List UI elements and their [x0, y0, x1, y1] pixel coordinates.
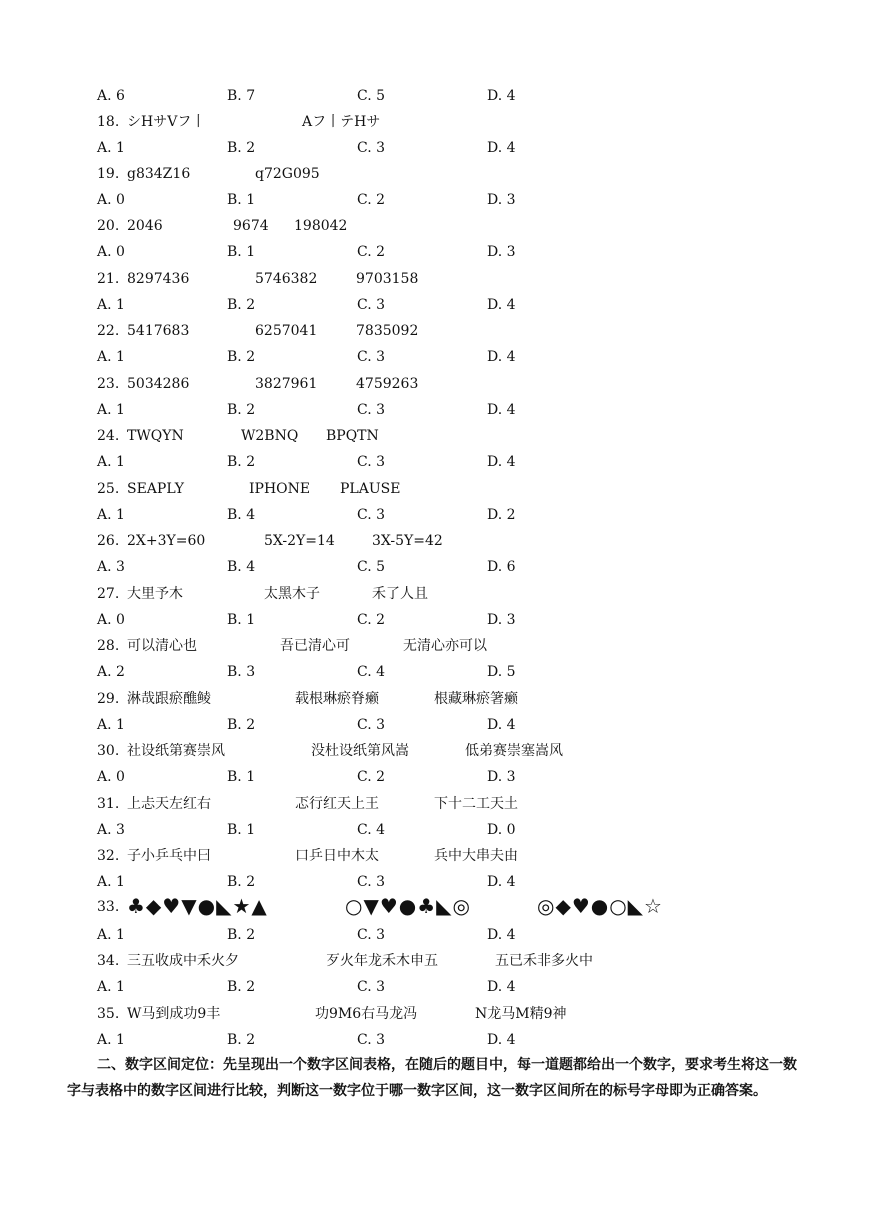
option-c: C. 2: [357, 192, 386, 208]
option-a: A. 1: [97, 507, 125, 523]
option-a: A. 1: [97, 402, 125, 418]
question-group-2: IPHONE: [249, 481, 311, 497]
option-c: C. 3: [357, 979, 386, 995]
question-group-3: 9703158: [356, 271, 419, 287]
option-b: B. 2: [227, 454, 256, 470]
question-number: 34.: [97, 953, 120, 969]
option-a: A. 1: [97, 140, 125, 156]
question-group-1: W马到成功9丰: [127, 1006, 221, 1022]
question-group-2: 忑行红天上王: [295, 796, 379, 812]
option-c: C. 3: [357, 717, 386, 733]
question-group-2: 5X-2Y=14: [264, 533, 335, 549]
option-b: B. 1: [227, 612, 256, 628]
question-group-3: ◎◆♥●○◣☆: [537, 894, 663, 918]
option-b: B. 4: [227, 559, 256, 575]
option-d: D. 3: [487, 769, 516, 785]
question-group-2: 6257041: [255, 323, 318, 339]
question-number: 23.: [97, 376, 120, 392]
question-group-1: 三五收成中禾火夕: [127, 953, 239, 969]
question-group-3: N龙马M精9神: [475, 1006, 567, 1022]
question-group-1: 子小乒乓中曰: [127, 848, 211, 864]
option-c: C. 3: [357, 140, 386, 156]
option-b: B. 1: [227, 822, 256, 838]
question-group-1: シHサVフ丨: [127, 114, 206, 130]
option-d: D. 4: [487, 454, 516, 470]
option-d: D. 4: [487, 717, 516, 733]
option-a: A. 0: [97, 244, 125, 260]
option-c: C. 3: [357, 507, 386, 523]
option-a: A. 1: [97, 1032, 125, 1048]
option-d: D. 4: [487, 88, 516, 104]
question-group-2: 功9M6右马龙冯: [315, 1006, 418, 1022]
question-group-2: 9674: [233, 218, 269, 234]
option-c: C. 3: [357, 349, 386, 365]
question-group-3: 无清心亦可以: [403, 638, 487, 654]
option-a: A. 0: [97, 769, 125, 785]
question-group-2: q72G095: [255, 166, 320, 182]
option-b: B. 2: [227, 402, 256, 418]
question-group-1: 2046: [127, 218, 163, 234]
option-d: D. 4: [487, 349, 516, 365]
option-c: C. 5: [357, 559, 386, 575]
option-b: B. 2: [227, 979, 256, 995]
option-c: C. 3: [357, 402, 386, 418]
option-b: B. 1: [227, 769, 256, 785]
option-c: C. 3: [357, 1032, 386, 1048]
option-a: A. 2: [97, 664, 125, 680]
question-group-3: 根藏琳瘀箸癞: [434, 691, 518, 707]
question-group-1: 8297436: [127, 271, 190, 287]
option-a: A. 3: [97, 559, 125, 575]
option-d: D. 6: [487, 559, 516, 575]
option-c: C. 3: [357, 874, 386, 890]
question-group-1: 上忐天左红右: [127, 796, 211, 812]
option-d: D. 5: [487, 664, 516, 680]
option-d: D. 4: [487, 979, 516, 995]
option-b: B. 3: [227, 664, 256, 680]
question-number: 25.: [97, 481, 120, 497]
option-c: C. 3: [357, 454, 386, 470]
option-d: D. 3: [487, 244, 516, 260]
option-d: D. 4: [487, 1032, 516, 1048]
question-group-1: 社设纸第赛崇风: [127, 743, 225, 759]
question-group-3: PLAUSE: [340, 481, 401, 497]
option-d: D. 4: [487, 402, 516, 418]
question-group-3: 下十二工天土: [434, 796, 518, 812]
option-a: A. 6: [97, 88, 125, 104]
question-number: 20.: [97, 218, 120, 234]
question-group-2: 5746382: [255, 271, 318, 287]
question-number: 32.: [97, 848, 120, 864]
question-group-3: 低弟赛崇塞嵩风: [465, 743, 563, 759]
question-group-3: 禾了人且: [372, 586, 428, 602]
question-group-3: BPQTN: [326, 428, 379, 444]
option-b: B. 2: [227, 1032, 256, 1048]
question-group-3: 7835092: [356, 323, 419, 339]
option-b: B. 2: [227, 140, 256, 156]
question-group-1: 淋哉跟瘀醮鲮: [127, 691, 211, 707]
option-a: A. 3: [97, 822, 125, 838]
question-group-1: 大里予木: [127, 586, 183, 602]
option-d: D. 0: [487, 822, 516, 838]
option-a: A. 0: [97, 192, 125, 208]
question-group-1: 可以清心也: [127, 638, 197, 654]
question-group-2: ○▼♥●♣◣◎: [345, 894, 471, 918]
option-a: A. 1: [97, 874, 125, 890]
option-d: D. 4: [487, 140, 516, 156]
question-group-2: 歹火年龙禾木申五: [326, 953, 438, 969]
option-d: D. 2: [487, 507, 516, 523]
question-number: 31.: [97, 796, 120, 812]
question-group-2: 载根琳瘀脊癞: [295, 691, 379, 707]
option-a: A. 1: [97, 454, 125, 470]
question-group-3: 五已禾非多火中: [495, 953, 593, 969]
option-b: B. 4: [227, 507, 256, 523]
question-number: 18.: [97, 114, 120, 130]
option-b: B. 2: [227, 874, 256, 890]
option-d: D. 3: [487, 192, 516, 208]
option-c: C. 4: [357, 664, 386, 680]
question-group-2: Aフ丨テHサ: [302, 114, 381, 130]
question-group-1: TWQYN: [127, 428, 184, 444]
question-number: 33.: [97, 899, 120, 915]
option-d: D. 4: [487, 297, 516, 313]
option-b: B. 2: [227, 717, 256, 733]
option-b: B. 7: [227, 88, 256, 104]
option-b: B. 1: [227, 192, 256, 208]
option-b: B. 1: [227, 244, 256, 260]
question-number: 26.: [97, 533, 120, 549]
option-c: C. 3: [357, 297, 386, 313]
question-group-2: 太黑木子: [264, 586, 320, 602]
question-group-2: 没杜设纸第风嵩: [311, 743, 409, 759]
question-number: 29.: [97, 691, 120, 707]
question-number: 24.: [97, 428, 120, 444]
option-a: A. 0: [97, 612, 125, 628]
question-group-2: 吾已清心可: [280, 638, 350, 654]
question-group-2: W2BNQ: [241, 428, 299, 444]
question-group-1: 5034286: [127, 376, 190, 392]
question-group-2: 口乒日中木太: [295, 848, 379, 864]
question-group-3: 3X-5Y=42: [372, 533, 443, 549]
option-a: A. 1: [97, 979, 125, 995]
option-c: C. 2: [357, 769, 386, 785]
question-number: 19.: [97, 166, 120, 182]
option-d: D. 3: [487, 612, 516, 628]
question-number: 21.: [97, 271, 120, 287]
option-a: A. 1: [97, 349, 125, 365]
option-c: C. 2: [357, 612, 386, 628]
question-number: 30.: [97, 743, 120, 759]
option-d: D. 4: [487, 927, 516, 943]
question-number: 22.: [97, 323, 120, 339]
question-group-3: 198042: [294, 218, 348, 234]
option-d: D. 4: [487, 874, 516, 890]
option-a: A. 1: [97, 717, 125, 733]
question-group-1: ♣◆♥▼●◣★▲: [127, 894, 268, 918]
question-group-3: 兵中大串夫由: [434, 848, 518, 864]
question-group-2: 3827961: [255, 376, 318, 392]
option-a: A. 1: [97, 927, 125, 943]
option-c: C. 2: [357, 244, 386, 260]
option-b: B. 2: [227, 927, 256, 943]
question-number: 35.: [97, 1006, 120, 1022]
option-b: B. 2: [227, 349, 256, 365]
question-group-3: 4759263: [356, 376, 419, 392]
option-c: C. 4: [357, 822, 386, 838]
option-c: C. 3: [357, 927, 386, 943]
option-c: C. 5: [357, 88, 386, 104]
option-b: B. 2: [227, 297, 256, 313]
question-number: 27.: [97, 586, 120, 602]
question-number: 28.: [97, 638, 120, 654]
question-group-1: 5417683: [127, 323, 190, 339]
option-a: A. 1: [97, 297, 125, 313]
section-heading-paragraph: 二、数字区间定位：先呈现出一个数字区间表格，在随后的题目中，每一道题都给出一个数字，要求考生将这一数字与表格中的数字区间进行比较，判断这一数字位于哪一数字区间，这一数字区间所在的标号字母即为正确答案。: [67, 1057, 797, 1099]
question-group-1: 2X+3Y=60: [127, 533, 206, 549]
question-group-1: SEAPLY: [127, 481, 184, 497]
question-group-1: g834Z16: [127, 166, 191, 182]
